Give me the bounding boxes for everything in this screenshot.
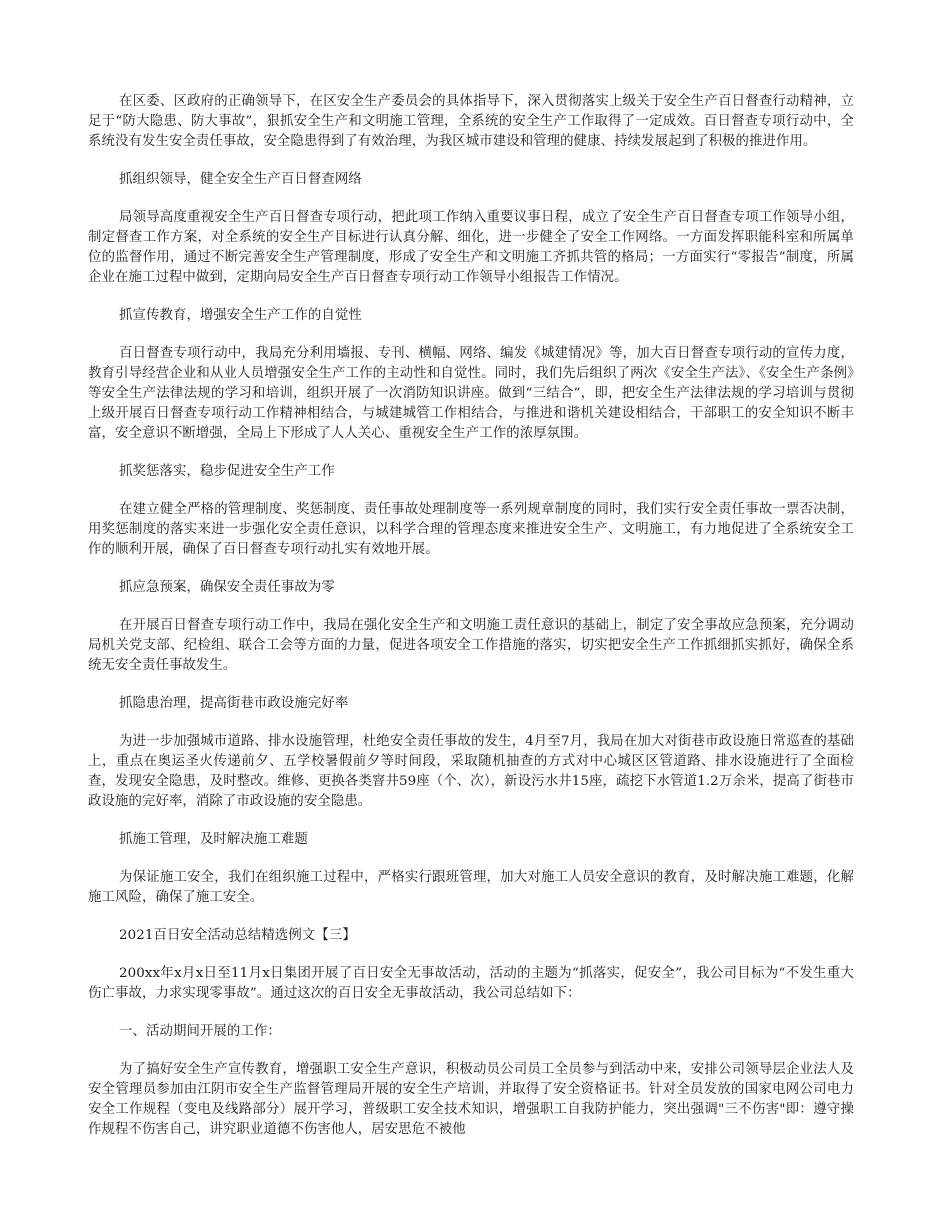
paragraph-publicity: 百日督查专项行动中，我局充分利用墙报、专刊、横幅、网络、编发《城建情况》等，加大百日督查专项行动的宣传力度，教育引导经营企业和从业人员增强安全生产工作的主动性和自觉性。同时，我们先后组织了两次《安全生产法》、《安全生产条例》等安全生产法律法规的学习和培训，组织开展了一次消防知识讲座。做到“三结合”，即，把安全生产法律法规的学习培训与贯彻上级开展百日督查专项行动工作精神相结合，与城建城管工作相结合，与推进和谐机关建设相结合，干部职工的安全知识不断丰富，安全意识不断增强，全局上下形成了人人关心、重视安全生产工作的浓厚氛围。 bbox=[88, 346, 854, 441]
paragraph-construction: 为保证施工安全，我们在组织施工过程中，严格实行跟班管理，加大对施工人员安全意识的教育，及时解决施工难题，化解施工风险，确保了施工安全。 bbox=[88, 870, 854, 905]
paragraph-campaign-summary: 200xx年x月x日至11月x日集团开展了百日安全无事故活动，活动的主题为“抓落实，促安全”，我公司目标为“不发生重大伤亡事故，力求实现零事故”。通过这次的百日安全无事故活动，我公司总结如下： bbox=[88, 966, 854, 1001]
article-title-three: 2021百日安全活动总结精选例文【三】 bbox=[119, 928, 356, 943]
paragraph-intro: 在区委、区政府的正确领导下，在区安全生产委员会的具体指导下，深入贯彻落实上级关于安全生产百日督查行动精神，立足于“防大隐患、防大事故”，狠抓安全生产和文明施工管理，全系统的安全生产工作取得了一定成效。百日督查专项行动中，全系统没有发生安全责任事故，安全隐患得到了有效治理，为我区城市建设和管理的健康、持续发展起到了积极的推进作用。 bbox=[88, 94, 854, 149]
paragraph-organization: 局领导高度重视安全生产百日督查专项行动，把此项工作纳入重要议事日程，成立了安全生产百日督查专项工作领导小组，制定督查工作方案，对全系统的安全生产目标进行认真分解、细化，进一步健全了安全工作网络。一方面发挥职能科室和所属单位的监督作用，通过不断完善安全生产管理制度，形成了安全生产和文明施工齐抓共管的格局；一方面实行“零报告”制度，所属企业在施工过程中做到，定期向局安全生产百日督查专项行动工作领导小组报告工作情况。 bbox=[88, 210, 854, 285]
section-heading-construction: 抓施工管理，及时解决施工难题 bbox=[119, 832, 308, 847]
section-heading-activities: 一、活动期间开展的工作： bbox=[119, 1024, 281, 1039]
section-heading-rewards: 抓奖惩落实，稳步促进安全生产工作 bbox=[119, 464, 335, 479]
paragraph-activities: 为了搞好安全生产宣传教育，增强职工安全生产意识，积极动员公司员工全员参与到活动中来，安排公司领导层企业法人及安全管理员参加由江阴市安全生产监督管理局开展的安全生产培训，并取得了安全资格证书。针对全员发放的国家电网公司电力安全工作规程（变电及线路部分）展开学习，普级职工安全技术知识，增强职工自我防护能力，突出强调"三不伤害"即：遵守操作规程不伤害自己，讲究职业道德不伤害他人，居安思危不被他 bbox=[88, 1062, 854, 1137]
section-heading-organization: 抓组织领导，健全安全生产百日督查网络 bbox=[119, 172, 362, 187]
section-heading-publicity: 抓宣传教育，增强安全生产工作的自觉性 bbox=[119, 308, 362, 323]
paragraph-hazards: 为进一步加强城市道路、排水设施管理，杜绝安全责任事故的发生，4月至7月，我局在加大对街巷市政设施日常巡查的基础上，重点在奥运圣火传递前夕、五学校暑假前夕等时间段，采取随机抽查的方式对中心城区区管道路、排水设施进行了全面检查，发现安全隐患，及时整改。维修、更换各类窨井59座（个、次），新设污水井15座，疏挖下水管道1.2万余米，提高了街巷市政设施的完好率，消除了市政设施的安全隐患。 bbox=[88, 734, 854, 809]
paragraph-emergency: 在开展百日督查专项行动工作中，我局在强化安全生产和文明施工责任意识的基础上，制定了安全事故应急预案，充分调动局机关党支部、纪检组、联合工会等方面的力量，促进各项安全工作措施的落实，切实把安全生产工作抓细抓实抓好，确保全系统无安全责任事故发生。 bbox=[88, 618, 854, 673]
section-heading-hazards: 抓隐患治理，提高街巷市政设施完好率 bbox=[119, 696, 349, 711]
paragraph-rewards: 在建立健全严格的管理制度、奖惩制度、责任事故处理制度等一系列规章制度的同时，我们实行安全责任事故一票否决制，用奖惩制度的落实来进一步强化安全责任意识，以科学合理的管理态度来推进安全生产、文明施工，有力地促进了全系统安全工作的顺利开展，确保了百日督查专项行动扎实有效地开展。 bbox=[88, 502, 854, 557]
section-heading-emergency: 抓应急预案，确保安全责任事故为零 bbox=[119, 580, 335, 595]
